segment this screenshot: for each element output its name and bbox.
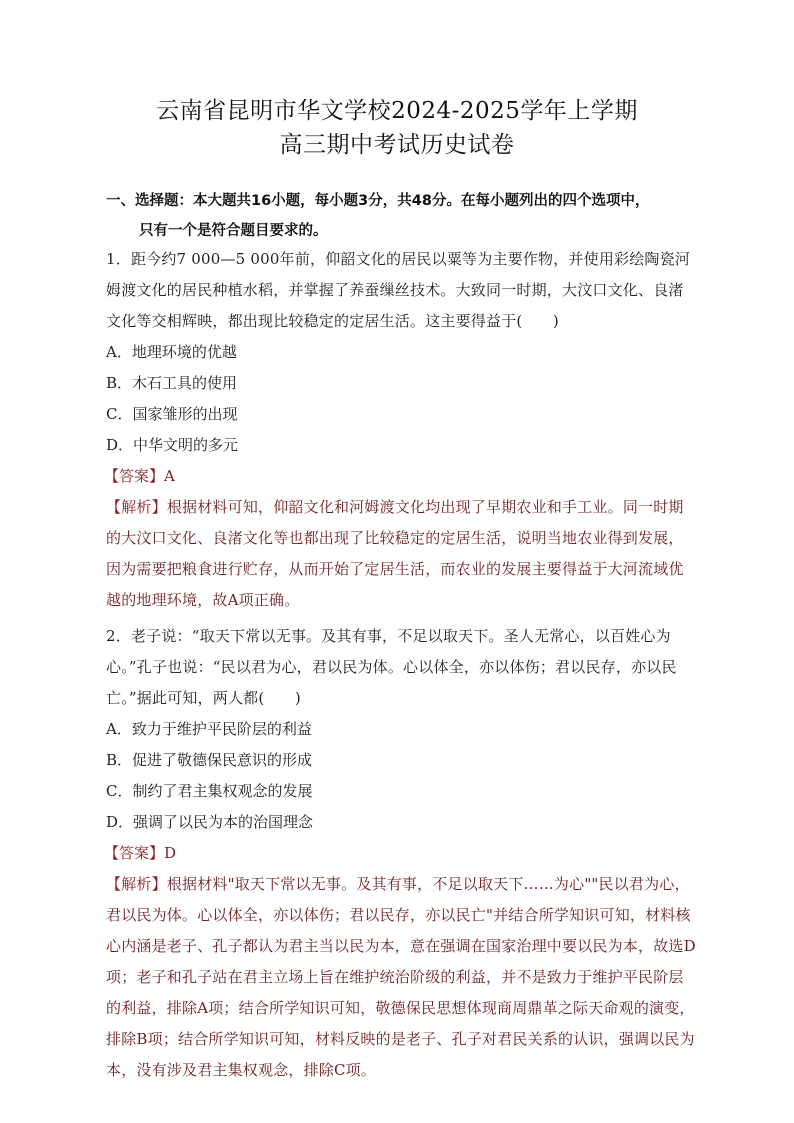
section-heading xyxy=(106,186,706,246)
option-b: B．木石工具的使用 xyxy=(106,374,238,392)
analysis-paragraph xyxy=(106,492,698,616)
answer-tag: 【答案】 xyxy=(104,844,165,862)
analysis-text: 根据材料可知，仰韶文化和河姆渡文化均出现了早期农业和手工业。同一时期的大汶口文化、良渚文化等也都出现了比较稳定的定居生活，说明当地农业得到发展，因为需要把粮食进行贮存，从而开始了定居生活，而农业的发展主要得益于大河流域优越的地理环境，故A项正确。 xyxy=(106,498,684,609)
section-heading-line1: 一、选择题：本大题共16小题，每小题3分，共48分。在每小题列出的四个选项中， xyxy=(106,193,650,209)
option-c: C．制约了君主集权观念的发展 xyxy=(106,782,313,800)
exam-title-line1: 云南省昆明市华文学校2024-2025学年上学期 xyxy=(156,98,638,124)
analysis-paragraph xyxy=(106,869,698,1086)
option-c: C．国家雏形的出现 xyxy=(106,405,238,423)
answer-value: D xyxy=(164,844,177,862)
question-stem: 1．距今约7 000—5 000年前，仰韶文化的居民以粟等为主要作物，并使用彩绘陶瓷河姆渡文化的居民种植水稻，并掌握了养蚕缫丝技术。大致同一时期，大汶口文化、良渚文化等交相辉映，都出现比较稳定的定居生活。这主要得益于( ) xyxy=(106,250,691,330)
option-a: A．致力于维护平民阶层的利益 xyxy=(106,720,312,738)
exam-title-line2: 高三期中考试历史试卷 xyxy=(279,132,515,158)
analysis-text: 根据材料"取天下常以无事。及其有事，不足以取天下……为心""民以君为心，君以民为体。心以体全，亦以体伤；君以民存，亦以民亡"并结合所学知识可知，材料核心内涵是老子、孔子都认为君主当以民为本，意在强调在国家治理中要以民为本，故选D项；老子和孔子站在君主立场上旨在维护统治阶级的利益，并不是致力于维护平民阶层的利益，排除A项；结合所学知识可知，敬德保民思想体现商周鼎革之际天命观的演变，排除B项；结合所学知识可知，材料反映的是老子、孔子对君民关系的认识，强调以民为本，没有涉及君主集权观念，排除C项。 xyxy=(106,875,696,1079)
answer-value: A xyxy=(164,467,175,485)
analysis-tag: 【解析】 xyxy=(106,498,167,516)
question-1 xyxy=(106,244,698,616)
option-d: D．强调了以民为本的治国理念 xyxy=(106,813,314,831)
option-b: B．促进了敬德保民意识的形成 xyxy=(106,751,313,769)
option-a: A．地理环境的优越 xyxy=(106,343,237,361)
answer-tag: 【答案】 xyxy=(104,467,165,485)
question-2 xyxy=(106,621,698,1086)
question-stem: 2．老子说：“取天下常以无事。及其有事，不足以取天下。圣人无常心，以百姓心为心。”孔子也说：“民以君为心，君以民为体。心以体全，亦以体伤；君以民存，亦以民亡。”据此可知，两人都( ) xyxy=(106,627,677,707)
answer-line xyxy=(106,838,698,869)
analysis-tag: 【解析】 xyxy=(106,875,167,893)
option-d: D．中华文明的多元 xyxy=(106,436,239,454)
section-heading-line2: 只有一个是符合题目要求的。 xyxy=(139,223,328,239)
answer-line xyxy=(106,461,698,492)
